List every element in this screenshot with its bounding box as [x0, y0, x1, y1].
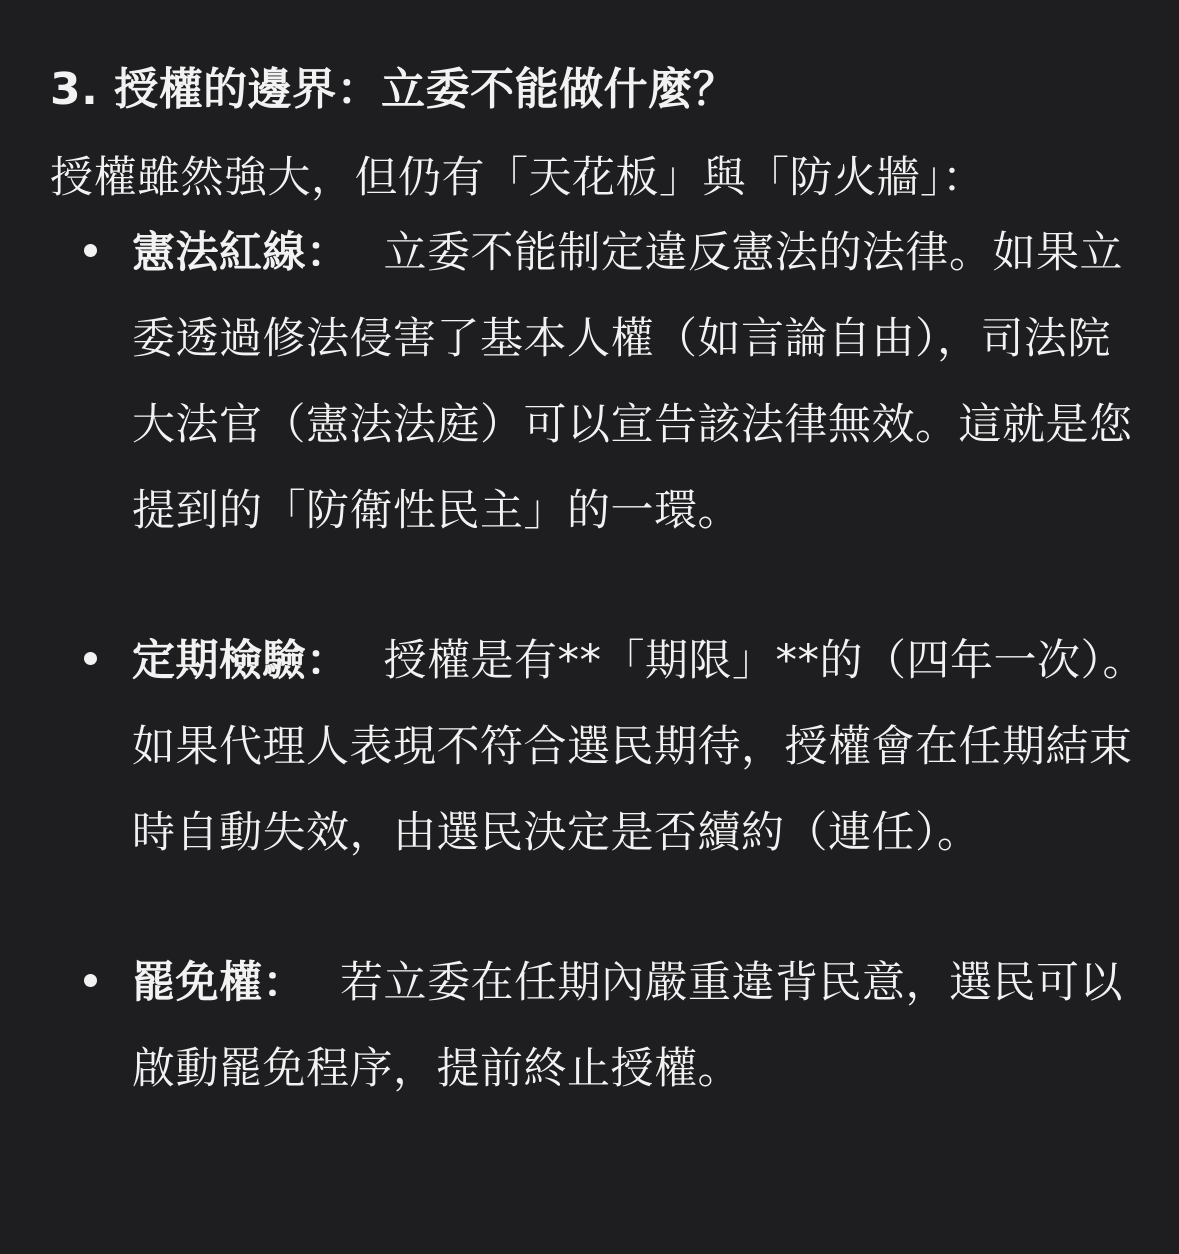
bullet-text: 立委不能制定違反憲法的法律。如果立委透過修法侵害了基本人權（如言論自由），司法院大法官（憲法法庭）可以宣告該法律無效。這就是您提到的「防衛性民主」的一環。 [132, 228, 1133, 536]
bullet-text: 授權是有**「期限」**的（四年一次）。如果代理人表現不符合選民期待，授權會在任期結束時自動失效，由選民決定是否續約（連任）。 [132, 636, 1146, 858]
bullet-dot-icon [84, 652, 97, 665]
bullet-text: 若立委在任期內嚴重違背民意，選民可以啟動罷免程序，提前終止授權。 [132, 958, 1123, 1094]
bullet-dot-icon [84, 244, 97, 257]
bullet-title: 罷免權： [132, 958, 306, 1008]
section-heading: 3. 授權的邊界：立委不能做什麼？ [50, 64, 738, 115]
list-item-recall [50, 940, 1150, 1112]
list-item-term-review [50, 618, 1150, 876]
bullet-dot-icon [84, 974, 97, 987]
intro-paragraph: 授權雖然強大，但仍有「天花板」與「防火牆」： [50, 153, 986, 203]
bullet-list [50, 210, 1150, 1112]
bullet-title: 憲法紅線： [132, 228, 350, 278]
message-content [50, 58, 1150, 1112]
bullet-title: 定期檢驗： [132, 636, 350, 686]
list-item-constitution [50, 210, 1150, 554]
